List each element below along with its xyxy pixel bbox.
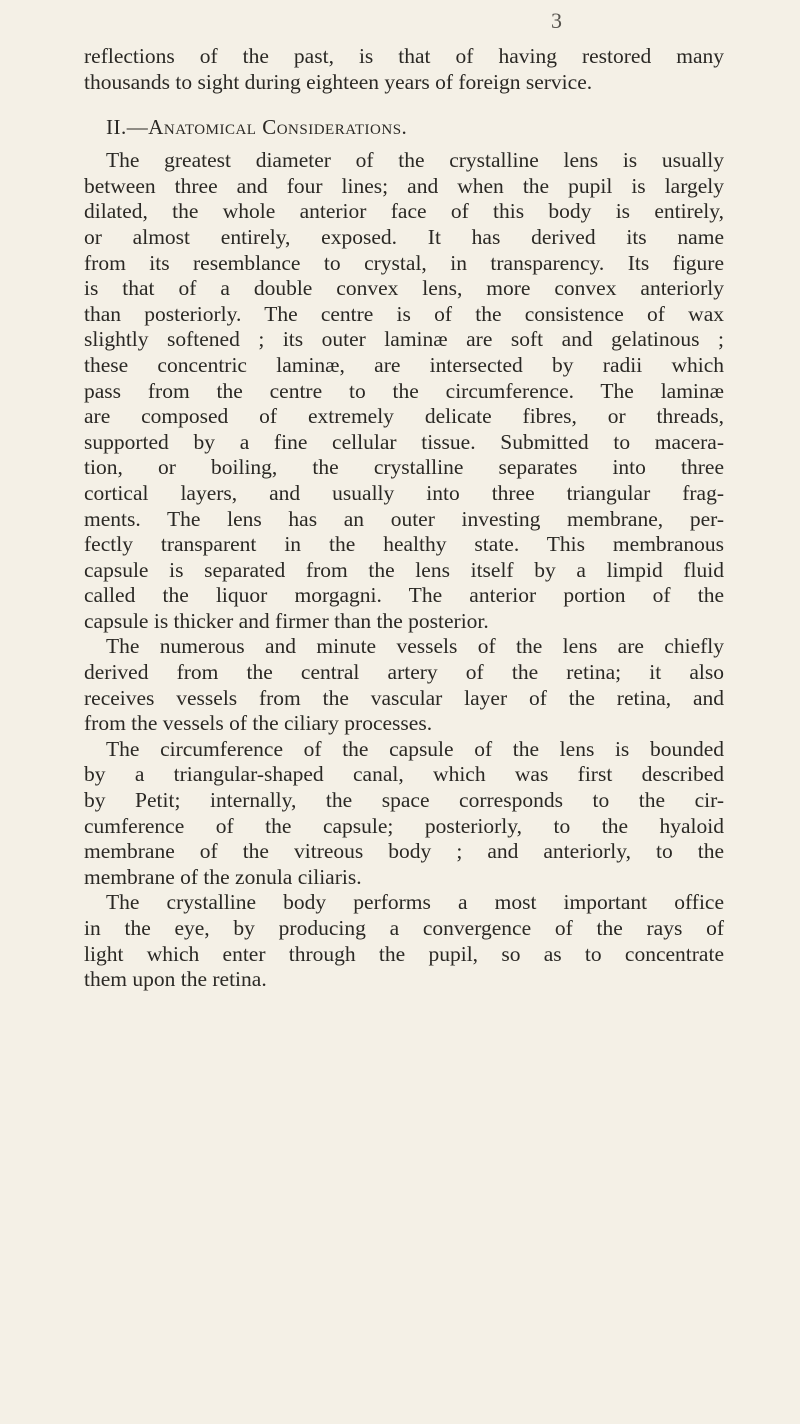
paragraph-lens-anatomy xyxy=(84,148,724,634)
text-line: The greatest diameter of the crystalline lens is usually xyxy=(106,148,724,173)
text-line: The crystalline body performs a most important office xyxy=(106,890,724,915)
text-line: membrane of the zonula ciliaris. xyxy=(84,864,362,889)
spacer xyxy=(84,95,724,115)
text-line: between three and four lines; and when the pupil is largely xyxy=(84,173,724,198)
opening-fragment xyxy=(84,44,724,95)
text-line: by a triangular-shaped canal, which was first described xyxy=(84,762,724,787)
text-line: supported by a fine cellular tissue. Submitted to macera- xyxy=(84,429,724,454)
text-line: called the liquor morgagni. The anterior portion of the xyxy=(84,583,724,608)
text-line: pass from the centre to the circumference. The laminæ xyxy=(84,378,724,403)
page-number: 3 xyxy=(551,8,562,33)
text-line: fectly transparent in the healthy state. This membranous xyxy=(84,532,724,557)
text-line: membrane of the vitreous body ; and anteriorly, to the xyxy=(84,839,724,864)
text-line: dilated, the whole anterior face of this body is entirely, xyxy=(84,199,724,224)
text-line: from its resemblance to crystal, in transparency. Its figure xyxy=(84,250,724,275)
text-line: or almost entirely, exposed. It has derived its name xyxy=(84,224,724,249)
text-line: than posteriorly. The centre is of the consistence of wax xyxy=(84,301,724,326)
section-heading: II.—Anatomical Considerations. xyxy=(106,115,408,140)
text-line: by Petit; internally, the space corresponds to the cir- xyxy=(84,788,724,813)
spacer xyxy=(84,140,724,148)
paragraph-lens-vessels xyxy=(84,634,724,736)
text-line: derived from the central artery of the retina; it also xyxy=(84,660,724,685)
text-line: cumference of the capsule; posteriorly, to the hyaloid xyxy=(84,813,724,838)
text-line: them upon the retina. xyxy=(84,967,267,992)
text-line: cortical layers, and usually into three triangular frag- xyxy=(84,480,724,505)
text-line: capsule is thicker and firmer than the posterior. xyxy=(84,608,489,633)
text-line: from the vessels of the ciliary processes. xyxy=(84,711,433,736)
text-line: are composed of extremely delicate fibres, or threads, xyxy=(84,404,724,429)
text-block xyxy=(84,44,724,993)
text-line: The circumference of the capsule of the lens is bounded xyxy=(106,736,724,761)
text-line: thousands to sight during eighteen years of foreign service. xyxy=(84,69,593,94)
text-line: in the eye, by producing a convergence of the rays of xyxy=(84,916,724,940)
text-line: receives vessels from the vascular layer of the retina, and xyxy=(84,685,724,710)
text-line: these concentric laminæ, are intersected by radii which xyxy=(84,352,724,377)
text-line: tion, or boiling, the crystalline separates into three xyxy=(84,455,724,480)
text-line: The numerous and minute vessels of the lens are chiefly xyxy=(106,634,724,659)
text-line: capsule is separated from the lens itself by a limpid fluid xyxy=(84,557,724,582)
text-line: ments. The lens has an outer investing membrane, per- xyxy=(84,506,724,531)
text-line: slightly softened ; its outer laminæ are soft and gelatinous ; xyxy=(84,327,724,352)
text-line: reflections of the past, is that of having restored many xyxy=(84,44,724,68)
text-line: light which enter through the pupil, so as to concentrate xyxy=(84,941,724,966)
paragraph-petit-canal xyxy=(84,737,724,891)
paragraph-lens-function xyxy=(84,890,724,992)
text-line: is that of a double convex lens, more convex anteriorly xyxy=(84,276,724,301)
